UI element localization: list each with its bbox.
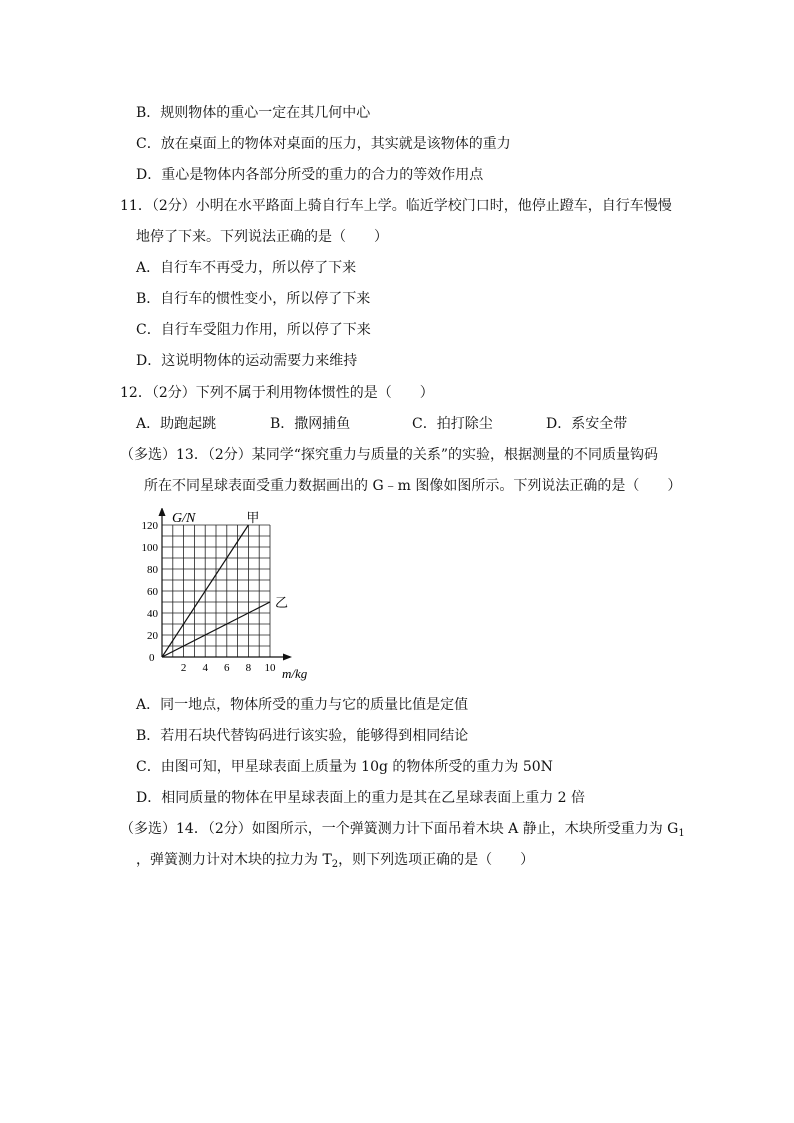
series-label: 甲 <box>246 511 260 526</box>
q11-option-d: D．这说明物体的运动需要力来维持 <box>136 353 358 369</box>
q11-stem-line2: 地停了下来。下列说法正确的是（ ） <box>136 229 388 245</box>
q13-option-b: B．若用石块代替钩码进行该实验，能够得到相同结论 <box>136 728 469 744</box>
q12-option-c: C．拍打除尘 <box>412 416 493 432</box>
q10-option-c: C．放在桌面上的物体对桌面的压力，其实就是该物体的重力 <box>136 136 511 152</box>
x-tick-label: 4 <box>202 662 208 674</box>
q13-stem-line1: （多选）13．（2分）某同学“探究重力与质量的关系”的实验，根据测量的不同质量钩码 <box>120 447 659 463</box>
q14-line2-subscript: 2 <box>331 859 339 870</box>
y-axis-label: G/N <box>172 511 196 526</box>
q12-stem: 12．（2分）下列不属于利用物体惯性的是（ ） <box>120 385 434 401</box>
q13-option-d: D．相同质量的物体在甲星球表面上的重力是其在乙星球表面上重力 2 倍 <box>136 790 586 806</box>
q14-line1-subscript: 1 <box>678 828 685 839</box>
x-tick-label: 6 <box>224 662 230 674</box>
q11-option-a: A．自行车不再受力，所以停了下来 <box>136 260 357 276</box>
q14-stem-line2 <box>136 850 534 870</box>
x-tick-label: 8 <box>245 662 252 674</box>
q14-stem-line1 <box>120 819 685 839</box>
g-m-chart <box>136 508 336 688</box>
q11-stem-line1: 11．（2分）小明在水平路面上骑自行车上学。临近学校门口时，他停止蹬车，自行车慢慢 <box>120 198 672 214</box>
q12-option-d: D．系安全带 <box>546 416 628 432</box>
q11-option-c: C．自行车受阻力作用，所以停了下来 <box>136 322 371 338</box>
q12-option-b: B．撒网捕鱼 <box>270 416 351 432</box>
y-tick-label: 20 <box>147 630 158 642</box>
chart-axes <box>159 508 293 661</box>
x-axis-label: m/kg <box>282 666 308 681</box>
y-tick-label: 60 <box>147 586 158 598</box>
x-tick-label: 10 <box>264 662 276 674</box>
y-tick-label: 120 <box>141 520 158 532</box>
chart-grid <box>162 525 270 657</box>
y-tick-label: 80 <box>147 564 158 576</box>
y-tick-label: 40 <box>147 608 158 620</box>
q13-stem-line2: 所在不同星球表面受重力数据画出的 G﹣m 图像如图所示。下列说法正确的是（ ） <box>144 478 682 494</box>
q13-option-a: A．同一地点，物体所受的重力与它的质量比值是定值 <box>136 697 469 713</box>
origin-label: 0 <box>149 652 155 664</box>
y-tick-label: 100 <box>141 542 158 554</box>
q10-option-d: D．重心是物体内各部分所受的重力的合力的等效作用点 <box>136 167 484 183</box>
x-tick-label: 2 <box>180 662 187 674</box>
q14-line1-text: （多选）14．（2分）如图所示，一个弹簧测力计下面吊着木块 A 静止，木块所受重力为 G <box>120 821 679 837</box>
y-axis-arrow <box>159 508 166 516</box>
x-axis-arrow <box>283 654 292 661</box>
q11-option-b: B．自行车的惯性变小，所以停了下来 <box>136 291 371 307</box>
q14-line2-post: ，则下列选项正确的是（ ） <box>338 852 535 868</box>
series-label: 乙 <box>275 596 289 611</box>
q14-line2-pre: ，弹簧测力计对木块的拉力为 T <box>136 852 332 868</box>
q10-option-b: B．规则物体的重心一定在其几何中心 <box>136 105 371 121</box>
q13-option-c: C．由图可知，甲星球表面上质量为 10g 的物体所受的重力为 50N <box>136 759 553 775</box>
q12-option-a: A．助跑起跳 <box>136 416 217 432</box>
